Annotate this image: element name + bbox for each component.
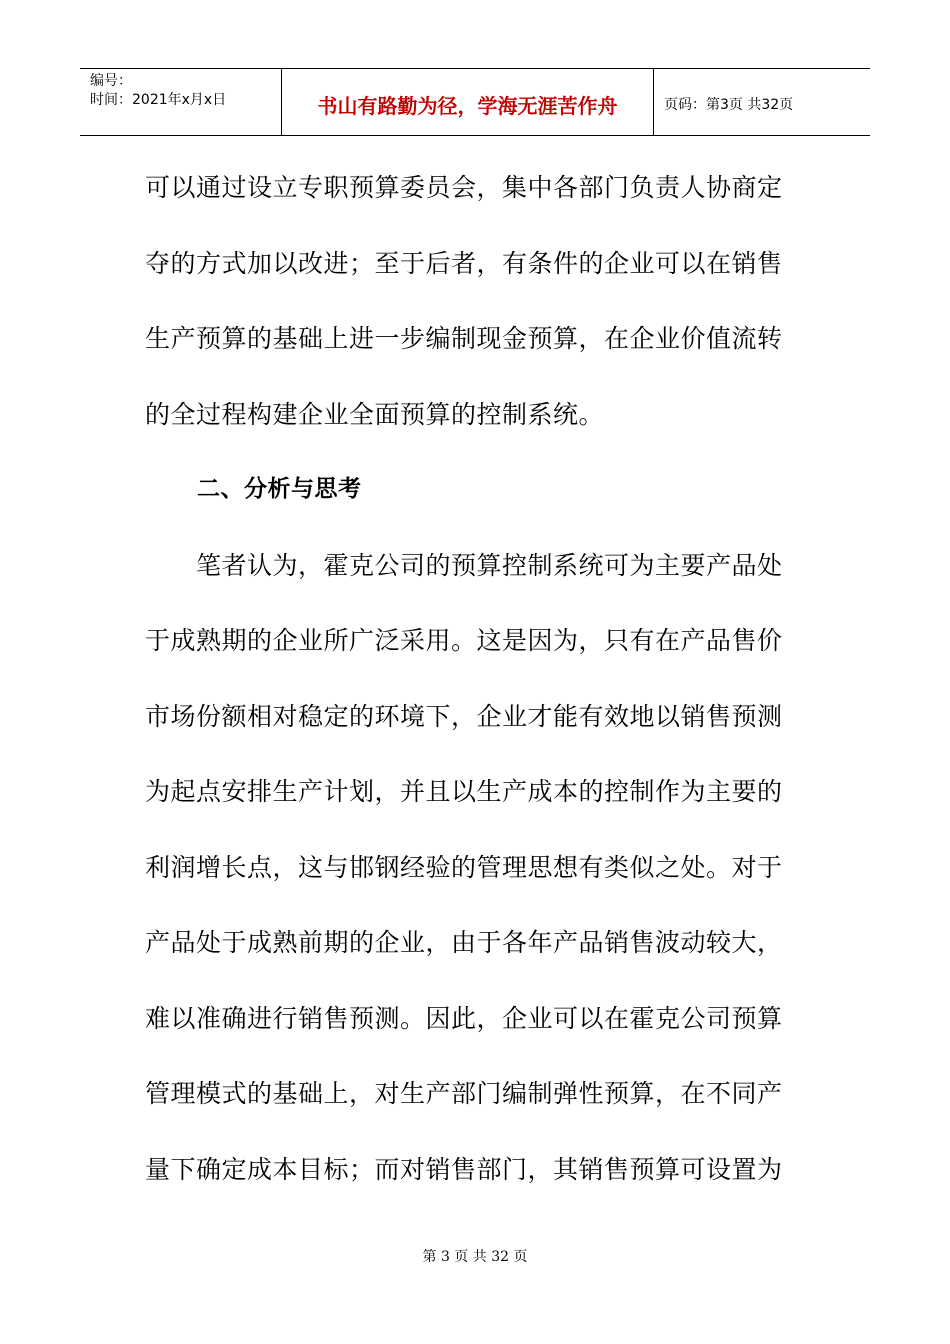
body-line: 夺的方式加以改进；至于后者，有条件的企业可以在销售 (145, 248, 783, 278)
body-line: 难以准确进行销售预测。因此，企业可以在霍克公司预算 (145, 1003, 783, 1033)
body-line: 可以通过设立专职预算委员会，集中各部门负责人协商定 (145, 173, 783, 202)
page-header (80, 68, 870, 136)
body-line: 产品处于成熟前期的企业，由于各年产品销售波动较大， (145, 928, 783, 957)
page-footer: 第 3 页 共 32 页 (422, 1249, 528, 1265)
body-line: 管理模式的基础上，对生产部门编制弹性预算，在不同产 (145, 1079, 783, 1108)
body-line: 量下确定成本目标；而对销售部门，其销售预算可设置为 (145, 1154, 783, 1184)
body-line: 利润增长点，这与邯钢经验的管理思想有类似之处。对于 (145, 852, 783, 882)
serial-number-label: 编号： (90, 73, 132, 89)
header-page-info: 页码：第3页 共32页 (664, 97, 794, 113)
body-line: 笔者认为，霍克公司的预算控制系统可为主要产品处 (196, 550, 783, 580)
document-body (145, 150, 810, 1207)
section-heading: 二、分析与思考 (197, 476, 362, 502)
date-label: 时间：2021年x月x日 (90, 92, 227, 108)
body-line: 于成熟期的企业所广泛采用。这是因为，只有在产品售价 (145, 626, 783, 655)
body-line: 市场份额相对稳定的环境下，企业才能有效地以销售预测 (145, 701, 783, 731)
body-line: 的全过程构建企业全面预算的控制系统。 (145, 399, 605, 429)
body-line: 生产预算的基础上进一步编制现金预算，在企业价值流转 (145, 324, 783, 353)
header-motto: 书山有路勤为径，学海无涯苦作舟 (282, 69, 654, 135)
header-meta-cell (80, 69, 282, 135)
body-line: 为起点安排生产计划，并且以生产成本的控制作为主要的 (145, 777, 783, 806)
